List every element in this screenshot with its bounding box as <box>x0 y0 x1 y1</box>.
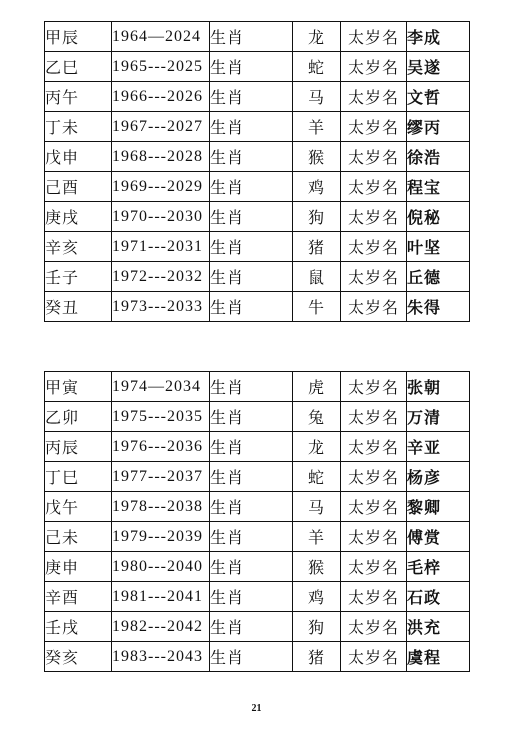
taisui-table-1 <box>44 21 470 322</box>
year-range-cell: 1974—2034 <box>112 372 210 402</box>
ganzhi-cell: 癸亥 <box>45 642 112 672</box>
year-range-cell: 1980---2040 <box>112 552 210 582</box>
taisui-name-cell: 张朝 <box>407 372 470 402</box>
taisui-name-cell: 缪丙 <box>407 112 470 142</box>
zodiac-animal-cell: 蛇 <box>293 462 341 492</box>
ganzhi-cell: 丙午 <box>45 82 112 112</box>
taisui-title-cell: 太岁名 <box>341 52 407 82</box>
zodiac-animal-cell: 虎 <box>293 372 341 402</box>
zodiac-animal-cell: 兔 <box>293 402 341 432</box>
table-row <box>45 402 470 432</box>
table-row <box>45 372 470 402</box>
ganzhi-cell: 癸丑 <box>45 292 112 322</box>
taisui-name-cell: 黎卿 <box>407 492 470 522</box>
zodiac-label-cell: 生肖 <box>210 462 293 492</box>
year-range-cell: 1970---2030 <box>112 202 210 232</box>
zodiac-animal-cell: 蛇 <box>293 52 341 82</box>
taisui-title-cell: 太岁名 <box>341 372 407 402</box>
taisui-title-cell: 太岁名 <box>341 262 407 292</box>
table-row <box>45 262 470 292</box>
zodiac-animal-cell: 猪 <box>293 232 341 262</box>
taisui-name-cell: 毛梓 <box>407 552 470 582</box>
zodiac-animal-cell: 马 <box>293 82 341 112</box>
taisui-name-cell: 文哲 <box>407 82 470 112</box>
zodiac-label-cell: 生肖 <box>210 52 293 82</box>
zodiac-label-cell: 生肖 <box>210 112 293 142</box>
ganzhi-cell: 丁巳 <box>45 462 112 492</box>
table-row <box>45 232 470 262</box>
table-row <box>45 582 470 612</box>
zodiac-label-cell: 生肖 <box>210 552 293 582</box>
ganzhi-cell: 甲辰 <box>45 22 112 52</box>
taisui-title-cell: 太岁名 <box>341 232 407 262</box>
table-row <box>45 462 470 492</box>
year-range-cell: 1967---2027 <box>112 112 210 142</box>
year-range-cell: 1982---2042 <box>112 612 210 642</box>
zodiac-animal-cell: 羊 <box>293 112 341 142</box>
zodiac-label-cell: 生肖 <box>210 402 293 432</box>
zodiac-animal-cell: 龙 <box>293 22 341 52</box>
zodiac-animal-cell: 马 <box>293 492 341 522</box>
ganzhi-cell: 壬戌 <box>45 612 112 642</box>
zodiac-animal-cell: 狗 <box>293 202 341 232</box>
ganzhi-cell: 辛亥 <box>45 232 112 262</box>
taisui-title-cell: 太岁名 <box>341 402 407 432</box>
taisui-name-cell: 丘德 <box>407 262 470 292</box>
zodiac-animal-cell: 猪 <box>293 642 341 672</box>
zodiac-animal-cell: 猴 <box>293 142 341 172</box>
taisui-name-cell: 傅赏 <box>407 522 470 552</box>
year-range-cell: 1973---2033 <box>112 292 210 322</box>
ganzhi-cell: 庚申 <box>45 552 112 582</box>
year-range-cell: 1971---2031 <box>112 232 210 262</box>
ganzhi-cell: 甲寅 <box>45 372 112 402</box>
ganzhi-cell: 己未 <box>45 522 112 552</box>
ganzhi-cell: 乙卯 <box>45 402 112 432</box>
zodiac-label-cell: 生肖 <box>210 582 293 612</box>
taisui-title-cell: 太岁名 <box>341 582 407 612</box>
zodiac-label-cell: 生肖 <box>210 642 293 672</box>
taisui-name-cell: 李成 <box>407 22 470 52</box>
taisui-name-cell: 洪充 <box>407 612 470 642</box>
ganzhi-cell: 丁未 <box>45 112 112 142</box>
taisui-title-cell: 太岁名 <box>341 82 407 112</box>
taisui-name-cell: 辛亚 <box>407 432 470 462</box>
ganzhi-cell: 辛酉 <box>45 582 112 612</box>
year-range-cell: 1965---2025 <box>112 52 210 82</box>
zodiac-label-cell: 生肖 <box>210 82 293 112</box>
zodiac-label-cell: 生肖 <box>210 292 293 322</box>
table-row <box>45 22 470 52</box>
zodiac-label-cell: 生肖 <box>210 432 293 462</box>
taisui-name-cell: 石政 <box>407 582 470 612</box>
taisui-title-cell: 太岁名 <box>341 642 407 672</box>
taisui-title-cell: 太岁名 <box>341 292 407 322</box>
taisui-title-cell: 太岁名 <box>341 462 407 492</box>
table-row <box>45 292 470 322</box>
zodiac-animal-cell: 鸡 <box>293 172 341 202</box>
table-row <box>45 82 470 112</box>
year-range-cell: 1983---2043 <box>112 642 210 672</box>
year-range-cell: 1964—2024 <box>112 22 210 52</box>
ganzhi-cell: 戊申 <box>45 142 112 172</box>
zodiac-label-cell: 生肖 <box>210 612 293 642</box>
zodiac-animal-cell: 龙 <box>293 432 341 462</box>
zodiac-label-cell: 生肖 <box>210 172 293 202</box>
table-row <box>45 522 470 552</box>
taisui-title-cell: 太岁名 <box>341 112 407 142</box>
taisui-name-cell: 杨彦 <box>407 462 470 492</box>
year-range-cell: 1968---2028 <box>112 142 210 172</box>
zodiac-label-cell: 生肖 <box>210 372 293 402</box>
year-range-cell: 1979---2039 <box>112 522 210 552</box>
table-row <box>45 52 470 82</box>
taisui-title-cell: 太岁名 <box>341 142 407 172</box>
table-row <box>45 202 470 232</box>
zodiac-label-cell: 生肖 <box>210 232 293 262</box>
ganzhi-cell: 丙辰 <box>45 432 112 462</box>
table-row <box>45 432 470 462</box>
zodiac-label-cell: 生肖 <box>210 522 293 552</box>
taisui-title-cell: 太岁名 <box>341 22 407 52</box>
year-range-cell: 1978---2038 <box>112 492 210 522</box>
year-range-cell: 1981---2041 <box>112 582 210 612</box>
zodiac-animal-cell: 羊 <box>293 522 341 552</box>
taisui-name-cell: 徐浩 <box>407 142 470 172</box>
taisui-title-cell: 太岁名 <box>341 492 407 522</box>
taisui-name-cell: 万清 <box>407 402 470 432</box>
year-range-cell: 1975---2035 <box>112 402 210 432</box>
taisui-title-cell: 太岁名 <box>341 522 407 552</box>
ganzhi-cell: 己酉 <box>45 172 112 202</box>
zodiac-label-cell: 生肖 <box>210 262 293 292</box>
zodiac-animal-cell: 牛 <box>293 292 341 322</box>
year-range-cell: 1976---2036 <box>112 432 210 462</box>
taisui-name-cell: 倪秘 <box>407 202 470 232</box>
taisui-name-cell: 吴遂 <box>407 52 470 82</box>
table-row <box>45 642 470 672</box>
table-row <box>45 142 470 172</box>
ganzhi-cell: 乙巳 <box>45 52 112 82</box>
year-range-cell: 1969---2029 <box>112 172 210 202</box>
table-row <box>45 112 470 142</box>
year-range-cell: 1966---2026 <box>112 82 210 112</box>
ganzhi-cell: 壬子 <box>45 262 112 292</box>
table-row <box>45 172 470 202</box>
zodiac-label-cell: 生肖 <box>210 142 293 172</box>
taisui-title-cell: 太岁名 <box>341 172 407 202</box>
zodiac-animal-cell: 鼠 <box>293 262 341 292</box>
taisui-title-cell: 太岁名 <box>341 202 407 232</box>
zodiac-label-cell: 生肖 <box>210 492 293 522</box>
zodiac-animal-cell: 鸡 <box>293 582 341 612</box>
zodiac-label-cell: 生肖 <box>210 202 293 232</box>
taisui-title-cell: 太岁名 <box>341 612 407 642</box>
ganzhi-cell: 戊午 <box>45 492 112 522</box>
table-row <box>45 612 470 642</box>
year-range-cell: 1977---2037 <box>112 462 210 492</box>
table-row <box>45 492 470 522</box>
taisui-name-cell: 朱得 <box>407 292 470 322</box>
taisui-name-cell: 叶坚 <box>407 232 470 262</box>
table-row <box>45 552 470 582</box>
zodiac-label-cell: 生肖 <box>210 22 293 52</box>
zodiac-animal-cell: 猴 <box>293 552 341 582</box>
page-number: 21 <box>251 703 262 714</box>
ganzhi-cell: 庚戌 <box>45 202 112 232</box>
taisui-title-cell: 太岁名 <box>341 552 407 582</box>
taisui-name-cell: 虞程 <box>407 642 470 672</box>
zodiac-animal-cell: 狗 <box>293 612 341 642</box>
year-range-cell: 1972---2032 <box>112 262 210 292</box>
taisui-title-cell: 太岁名 <box>341 432 407 462</box>
taisui-name-cell: 程宝 <box>407 172 470 202</box>
taisui-table-2 <box>44 371 470 672</box>
